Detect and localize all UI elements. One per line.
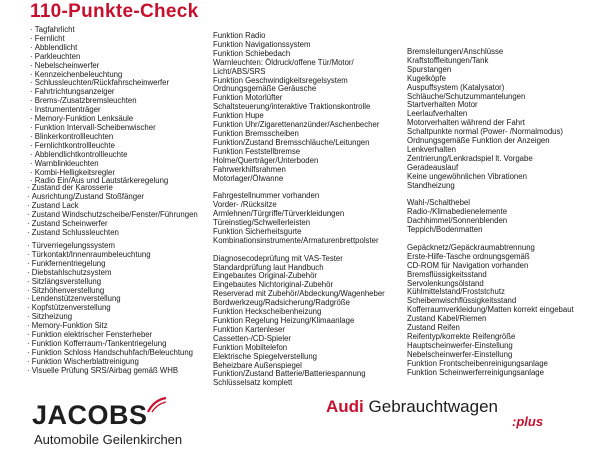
checklist-item: Vorder- /Rücksitze: [213, 200, 277, 210]
checklist-item: Kühlmittelstand/Froststchutz: [407, 287, 505, 297]
checklist-item: · Blinkerkontrollleuchten: [30, 133, 169, 142]
checklist-item: · Ausrichtung/Zustand Stoßfänger: [27, 193, 198, 202]
checklist-item: · Kombi-Helligkeitsregler: [30, 169, 169, 178]
checklist-item: Funktion Sicherheitsgurte: [213, 226, 302, 236]
checklist-item: Licht/ABS/SRS: [213, 66, 266, 76]
checklist-item: Funktion/Zustand Batterie/Batteriespannung: [213, 369, 366, 379]
checklist-item: Wahl-/Schalthebel: [407, 198, 470, 208]
dealer-swoosh-icon: [146, 396, 168, 414]
checklist-item: Fahrgestellnummer vorhanden: [213, 191, 320, 201]
checklist-item: Funktion Frontscheibenreinigungsanlage: [407, 358, 548, 368]
checklist-item: · Sitzhöhenverstellung: [27, 287, 193, 296]
checklist-item: · Sitzlängsverstellung: [27, 278, 193, 287]
checklist-column-lighting: [30, 26, 169, 186]
checklist-item: · Zustand Windschutzscheibe/Fenster/Führungen: [27, 211, 198, 220]
checklist-item: Funktion/Zustand Bremsschläuche/Leitungen: [213, 137, 370, 147]
checklist-item: Funktion Motorlüfter: [213, 93, 283, 103]
checklist-item: · Sitzheizung: [27, 313, 193, 322]
checklist-item: · Türverriegelungssystem: [27, 242, 193, 251]
checklist-item: Funktion Geschwindigkeitsregelsystem: [213, 75, 348, 85]
checklist-item: · Zustand Schlussleuchten: [27, 229, 198, 238]
checklist-item: · Instrumententräger: [30, 106, 169, 115]
checklist-item: Ordnungsgemäße Geräusche: [213, 84, 317, 94]
checklist-item: Kombinationsinstrumente/Armaturenbrettpolster: [213, 235, 379, 245]
checklist-item: · Parkleuchten: [30, 53, 169, 62]
audi-brand: Audi: [326, 397, 364, 416]
checklist-item: · Warnblinkleuchten: [30, 160, 169, 169]
checklist-item: Eingebautes Nichtoriginal-Zubehör: [213, 280, 334, 290]
checklist-item: · Nebelscheinwerfer: [30, 62, 169, 71]
checklist-item: · Zustand Scheinwerfer: [27, 220, 198, 229]
checklist-item: · Memory-Funktion Lenksäule: [30, 115, 169, 124]
checklist-item: Scheibenwischflüssigkeitsstand: [407, 296, 517, 306]
checklist-item: Funktion Regelung Heizung/Klimaanlage: [213, 315, 355, 325]
checklist-item: · Fernlichtkontrollleuchte: [30, 142, 169, 151]
checklist-item: · Funktion Kofferraum-/Tankentriegelung: [27, 340, 193, 349]
checklist-item: · Türkontakt/Innenraumbeleuchtung: [27, 251, 193, 260]
checklist-item: Reserverad mit Zubehör/Abdeckung/Wagenheber: [213, 289, 385, 299]
checklist-item: Schlüsselsatz komplett: [213, 378, 293, 388]
checklist-item: · Zustand der Karosserie: [27, 184, 198, 193]
checklist-item: Eingebautes Original-Zubehör: [213, 271, 318, 281]
checklist-item: · Tagfahrlicht: [30, 26, 169, 35]
checklist-item: Armlehnen/Türgriffe/Türverkleidungen: [213, 209, 345, 219]
checklist-column-mechanics: [407, 48, 574, 378]
checklist-item: Servolenkungsölstand: [407, 278, 484, 288]
checklist-item: · Funktion elektrischer Fensterheber: [27, 331, 193, 340]
checklist-item: Ordnungsgemäße Funktion der Anzeigen: [407, 136, 550, 146]
checklist-item: Standardprüfung laut Handbuch: [213, 262, 324, 272]
checklist-item: Funktion Kartenleser: [213, 324, 285, 334]
checklist-item: Funktion Uhr/Zigarettenanzünder/Aschenbecher: [213, 120, 380, 130]
checklist-item: · Visuelle Prüfung SRS/Airbag gemäß WHB: [27, 367, 193, 376]
checklist-column-functions: [213, 32, 385, 388]
checklist-item: · Funktion Wischerblattreinigung: [27, 358, 193, 367]
checklist-item: · Fahrtrichtungsanzeiger: [30, 88, 169, 97]
checklist-item: Kugelköpfe: [407, 73, 447, 83]
checklist-item: Türeinstieg/Schwellerleisten: [213, 218, 311, 228]
checklist-item: Lenkverhalten: [407, 144, 456, 154]
checklist-item: · Schlussleuchten/Rückfahrscheinwerfer: [30, 79, 169, 88]
dealer-logo: JACOBS: [32, 400, 148, 430]
checklist-item: Funktion Schiebedach: [213, 48, 291, 58]
brand-plus: :plus: [512, 414, 544, 429]
checklist-item: · Brems-/Zusatzbremsleuchten: [30, 97, 169, 106]
checklist-item: Teppich/Bodenmatten: [407, 225, 483, 235]
checklist-item: Hauptscheinwerfer-Einstellung: [407, 340, 513, 350]
checklist-item: Bordwerkzeug/Radsicherung/Radgröße: [213, 298, 350, 308]
checklist-item: Schläuche/Schutzummantelungen: [407, 91, 526, 101]
checklist-item: Fahrwerkhilfsrahmen: [213, 164, 286, 174]
checklist-item: · Funktion Intervall-Scheibenwischer: [30, 124, 169, 133]
checklist-item: · Abblendlichtkontrollleuchte: [30, 151, 169, 160]
checklist-item: Zentrierung/Lenkradspiel lt. Vorgabe: [407, 153, 533, 163]
checklist-item: Radio-/Klimabedienelemente: [407, 207, 508, 217]
checklist-item: Motorverhalten während der Fahrt: [407, 118, 525, 128]
checklist-item: · Memory-Funktion Sitz: [27, 322, 193, 331]
checklist-item: Erste-Hilfe-Tasche ordnungsgemäß: [407, 251, 530, 261]
checklist-item: Diagnosecodeprüfung mit VAS-Tester: [213, 253, 343, 263]
checklist-item: Zustand Reifen: [407, 323, 460, 333]
checklist-item: Holme/Querträger/Unterboden: [213, 155, 319, 165]
checklist-item: · Fernlicht: [30, 35, 169, 44]
checklist-item: Funktion Scheinwerferreinigungsanlage: [407, 367, 544, 377]
checklist-item: Cassetten-/CD-Spieler: [213, 333, 291, 343]
checklist-item: · Kopfstützenverstellung: [27, 304, 193, 313]
checklist-item: CD-ROM für Navigation vorhanden: [407, 260, 529, 270]
checklist-item: · Diebstahlschutzsystem: [27, 269, 193, 278]
checklist-item: Keine ungewöhnlichen Vibrationen: [407, 171, 527, 181]
checklist-item: Funktion Heckscheibenheizung: [213, 307, 322, 317]
checklist-item: Nebelscheinwerfer-Einstellung: [407, 349, 513, 359]
checklist-item: Dachhimmel/Sonnenblenden: [407, 216, 508, 226]
checklist-item: Funktion Feststellbremse: [213, 146, 301, 156]
brand-line: [326, 397, 498, 417]
checklist-item: Warnleuchten: Öldruck/offene Tür/Motor/: [213, 57, 354, 67]
checklist-column-body: [27, 184, 198, 237]
checklist-item: Gepäcknetz/Gepäckraumabtrennung: [407, 242, 535, 252]
checklist-item: · Radio Ein/Aus und Lautstärkeregelung: [30, 177, 169, 186]
checklist-item: Standheizung: [407, 180, 455, 190]
checklist-item: Kraftstoffleitungen/Tank: [407, 55, 489, 65]
checklist-item: Motorlager/Ölwanne: [213, 173, 284, 183]
checklist-item: Funktion Navigationssystem: [213, 39, 311, 49]
checklist-item: Funktion Bremsscheiben: [213, 128, 299, 138]
dealer-subtitle: Automobile Geilenkirchen: [34, 432, 183, 447]
checklist-item: Schaltsteuerung/interaktive Traktionskontrolle: [213, 102, 371, 112]
page-title: 110-Punkte-Check: [30, 1, 199, 22]
checklist-item: Auspuffsystem (Katalysator): [407, 82, 505, 92]
checklist-item: · Funktion Schloss Handschuhfach/Beleuchtung: [27, 349, 193, 358]
checklist-item: Geradeauslauf: [407, 162, 459, 172]
checklist-item: · Zustand Lack: [27, 202, 198, 211]
checklist-item: Spurstangen: [407, 64, 452, 74]
checklist-item: Reifentyp/korrekte Reifengröße: [407, 331, 516, 341]
checklist-item: Bremsleitungen/Anschlüsse: [407, 47, 504, 56]
checklist-item: Zustand Kabel/Riemen: [407, 314, 487, 324]
checklist-item: Funktion Mobiltelefon: [213, 342, 288, 352]
checklist-item: Beheizbare Außenspiegel: [213, 360, 302, 370]
checklist-item: · Abblendlicht: [30, 44, 169, 53]
checklist-column-interior: [27, 242, 193, 376]
checklist-item: · Kennzeichenbeleuchtung: [30, 71, 169, 80]
checklist-item: · Funkfernentriegelung: [27, 260, 193, 269]
checklist-item: Schaltpunkte normal (Power- /Normalmodus): [407, 127, 563, 137]
checklist-item: Kofferraumverkleidung/Matten korrekt eingebaut: [407, 305, 574, 315]
checklist-item: Elektrische Spiegelverstellung: [213, 351, 318, 361]
checklist-item: Leerlaufverhalten: [407, 109, 468, 119]
checklist-item: Funktion Radio: [213, 31, 266, 40]
checklist-item: Startverhalten Motor: [407, 100, 478, 110]
brand-product: Gebrauchtwagen: [368, 397, 498, 416]
checklist-item: Funktion Hupe: [213, 111, 264, 121]
checklist-item: · Lendenstützenverstellung: [27, 295, 193, 304]
checklist-item: Bremsflüssigkeitsstand: [407, 269, 487, 279]
